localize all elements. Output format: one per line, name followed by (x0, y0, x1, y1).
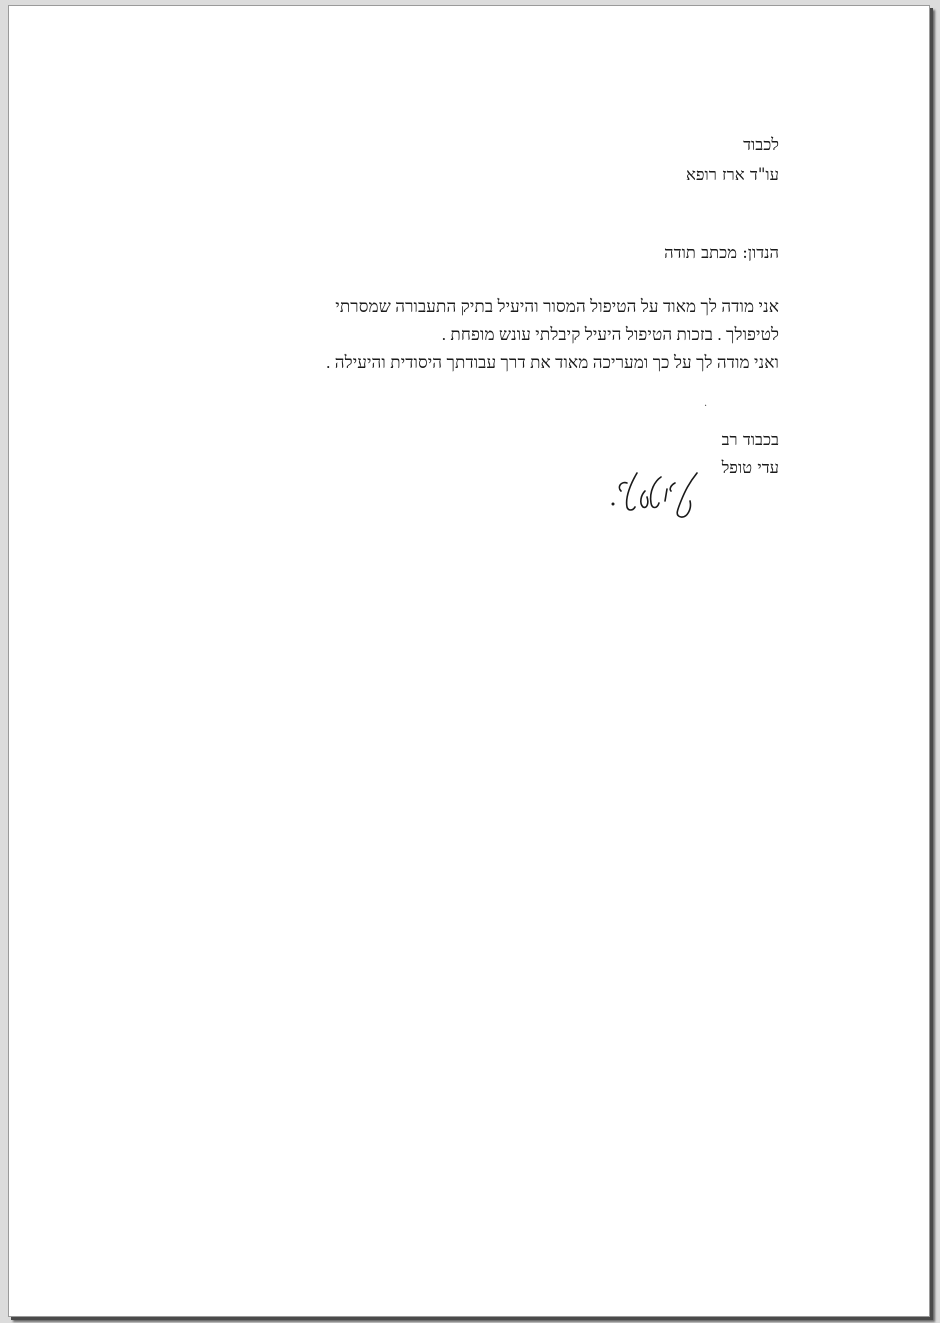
closing: בכבוד רב (721, 430, 779, 449)
letter-page (8, 5, 930, 1317)
body-line-2: לטיפולך . בזכות הטיפול היעיל קיבלתי עונש מופחת . (441, 325, 779, 344)
subject-line: הנדון: מכתב תודה (664, 243, 779, 262)
sender-name: עדי טופל (721, 458, 779, 477)
stray-dot-mark: · (704, 401, 708, 412)
body-line-1: אני מודה לך מאוד על הטיפול המסור והיעיל בתיק התעבורה שמסרתי (335, 297, 779, 316)
handwritten-signature (597, 461, 707, 531)
salutation: לכבוד (743, 135, 779, 154)
body-line-3: ואני מודה לך על כך ומעריכה מאוד את דרך עבודתך היסודית והיעילה . (326, 353, 779, 372)
recipient-name: עו"ד ארז רופא (685, 165, 779, 184)
